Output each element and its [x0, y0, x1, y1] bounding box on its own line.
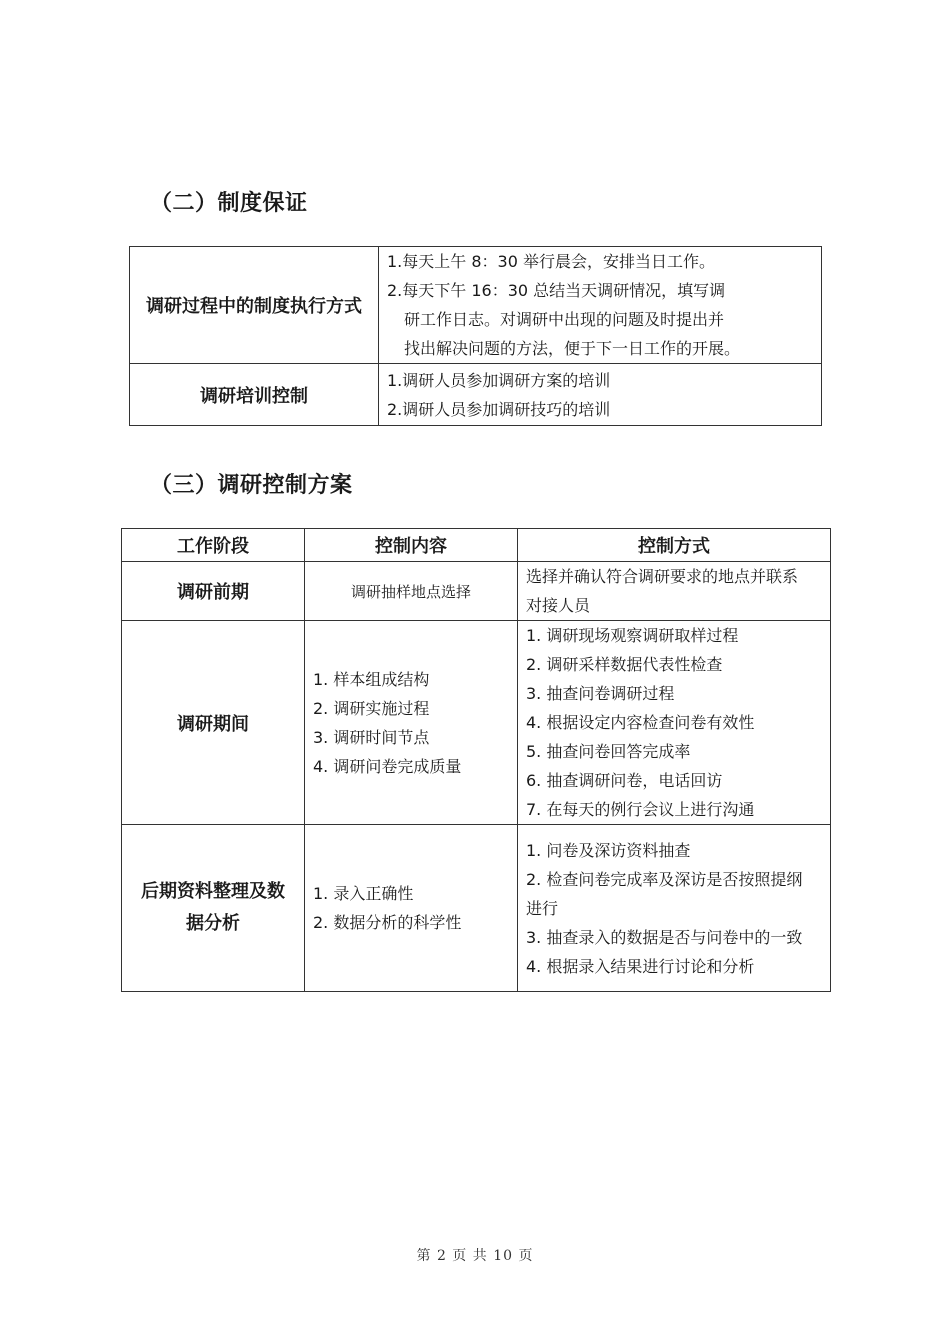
list-item: 对接人员: [526, 596, 591, 615]
stage-line: 据分析: [186, 913, 240, 934]
method-cell: [518, 562, 831, 621]
list-item: 1. 问卷及深访资料抽查: [526, 840, 691, 860]
method-cell: [518, 825, 831, 992]
institution-table: [129, 246, 822, 426]
table-row: [122, 621, 831, 825]
list-item: 5. 抽查问卷回答完成率: [526, 742, 691, 761]
list-item: 4. 调研问卷完成质量: [313, 756, 462, 776]
list-item: 3. 抽查问卷调研过程: [526, 684, 675, 703]
list-item: 3. 调研时间节点: [313, 727, 430, 747]
table-row: [130, 247, 822, 364]
list-item: 2. 调研采样数据代表性检查: [526, 655, 723, 674]
column-header-content: 控制内容: [305, 529, 518, 562]
text-line: 1.调研人员参加调研方案的培训: [387, 370, 611, 390]
list-item: 4. 根据录入结果进行讨论和分析: [526, 956, 755, 976]
list-item: 6. 抽查调研问卷，电话回访: [526, 771, 723, 790]
stage-line: 后期资料整理及数: [141, 881, 285, 902]
table-header-row: [122, 529, 831, 562]
list-item: 2. 调研实施过程: [313, 698, 430, 718]
content-cell: [305, 825, 518, 992]
list-item: 4. 根据设定内容检查问卷有效性: [526, 713, 755, 732]
list-item: 2. 数据分析的科学性: [313, 913, 462, 932]
stage-cell: 调研前期: [122, 562, 305, 621]
section-heading-institutional-guarantee: （二）制度保证: [150, 191, 308, 216]
control-plan-table: [121, 528, 831, 992]
stage-cell: [122, 825, 305, 992]
column-header-stage: 工作阶段: [122, 529, 305, 562]
list-item: 1. 录入正确性: [313, 884, 414, 903]
list-item: 7. 在每天的例行会议上进行沟通: [526, 800, 755, 819]
list-item: 1. 样本组成结构: [313, 669, 430, 689]
row-label-training-control: 调研培训控制: [130, 364, 379, 426]
table-row: [122, 562, 831, 621]
table-row: [130, 364, 822, 426]
text-line: 研工作日志。对调研中出现的问题及时提出并: [404, 310, 725, 329]
stage-cell: 调研期间: [122, 621, 305, 825]
section-heading-control-plan: （三）调研控制方案: [150, 473, 353, 498]
content-cell: [305, 621, 518, 825]
text-line: 2.调研人员参加调研技巧的培训: [387, 399, 611, 419]
list-item: 2. 检查问卷完成率及深访是否按照提纲: [526, 869, 803, 889]
list-item: 1. 调研现场观察调研取样过程: [526, 626, 739, 645]
list-item: 3. 抽查录入的数据是否与问卷中的一致: [526, 927, 803, 947]
content-cell: 调研抽样地点选择: [305, 562, 518, 621]
text-line: 2.每天下午 16：30 总结当天调研情况，填写调: [387, 281, 726, 300]
training-control-cell: [379, 364, 822, 426]
page-footer: 第 2 页 共 10 页: [416, 1248, 534, 1264]
text-line: 1.每天上午 8：30 举行晨会，安排当日工作。: [387, 252, 715, 271]
column-header-method: 控制方式: [518, 529, 831, 562]
method-cell: [518, 621, 831, 825]
row-label-execution-method: 调研过程中的制度执行方式: [130, 247, 379, 364]
table-row: [122, 825, 831, 992]
list-item: 进行: [526, 898, 559, 918]
list-item: 选择并确认符合调研要求的地点并联系: [526, 567, 799, 586]
text-line: 找出解决问题的方法，便于下一日工作的开展。: [404, 339, 741, 358]
execution-method-cell: [379, 247, 822, 364]
